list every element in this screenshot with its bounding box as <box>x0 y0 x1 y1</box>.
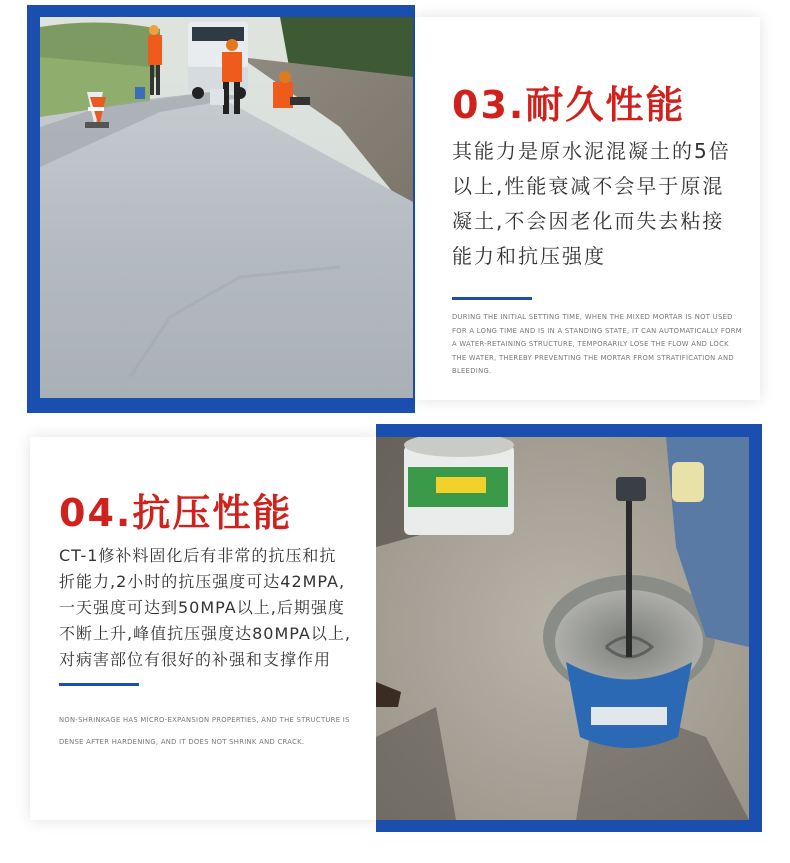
section4-body-line: 折能力,2小时的抗压强度可达42MPA, <box>59 572 346 591</box>
section4-body-line: 一天强度可达到50MPA以上,后期强度 <box>59 598 345 617</box>
section3-body-line: 以上,性能衰减不会早于原混 <box>452 174 725 198</box>
road-repair-photo <box>40 17 413 398</box>
section4-title: 04.抗压性能 <box>59 491 293 535</box>
section3-divider <box>452 297 532 300</box>
section3-en-line: BLEEDING. <box>452 367 492 375</box>
section3-body-line: 能力和抗压强度 <box>452 244 606 268</box>
section4-en-line: NON-SHRINKAGE HAS MICRO-EXPANSION PROPERTIES, AND THE STRUCTURE IS <box>59 716 350 724</box>
section3-body <box>452 134 752 274</box>
section4-en-line: DENSE AFTER HARDENING, AND IT DOES NOT SHRINK AND CRACK. <box>59 738 305 746</box>
section4-body-line: CT-1修补料固化后有非常的抗压和抗 <box>59 546 337 565</box>
section3-en-line: FOR A LONG TIME AND IS IN A STANDING STATE, IT CAN AUTOMATICALLY FORM <box>452 326 742 335</box>
section3-en-line: THE WATER, THEREBY PREVENTING THE MORTAR FROM STRATIFICATION AND <box>452 353 734 362</box>
section3-body-line: 凝土,不会因老化而失去粘接 <box>452 209 725 233</box>
mortar-mixing-photo <box>376 437 749 820</box>
section3-en-line: DURING THE INITIAL SETTING TIME, WHEN THE MIXED MORTAR IS NOT USED <box>452 313 733 321</box>
section3-english-text <box>452 311 752 379</box>
section4-body-line: 对病害部位有很好的补强和支撑作用 <box>59 650 332 669</box>
section3-en-line: A WATER-RETAINING STRUCTURE, TEMPORARILY LOSE THE FLOW AND LOCK <box>452 340 729 348</box>
section4-body-line: 不断上升,峰值抗压强度达80MPA以上, <box>59 624 351 643</box>
section4-divider <box>59 683 139 686</box>
section4-english-text <box>59 709 359 753</box>
section3-title: 03.耐久性能 <box>452 83 686 127</box>
section3-body-line: 其能力是原水泥混凝土的5倍 <box>452 139 731 163</box>
section4-body <box>59 543 371 673</box>
